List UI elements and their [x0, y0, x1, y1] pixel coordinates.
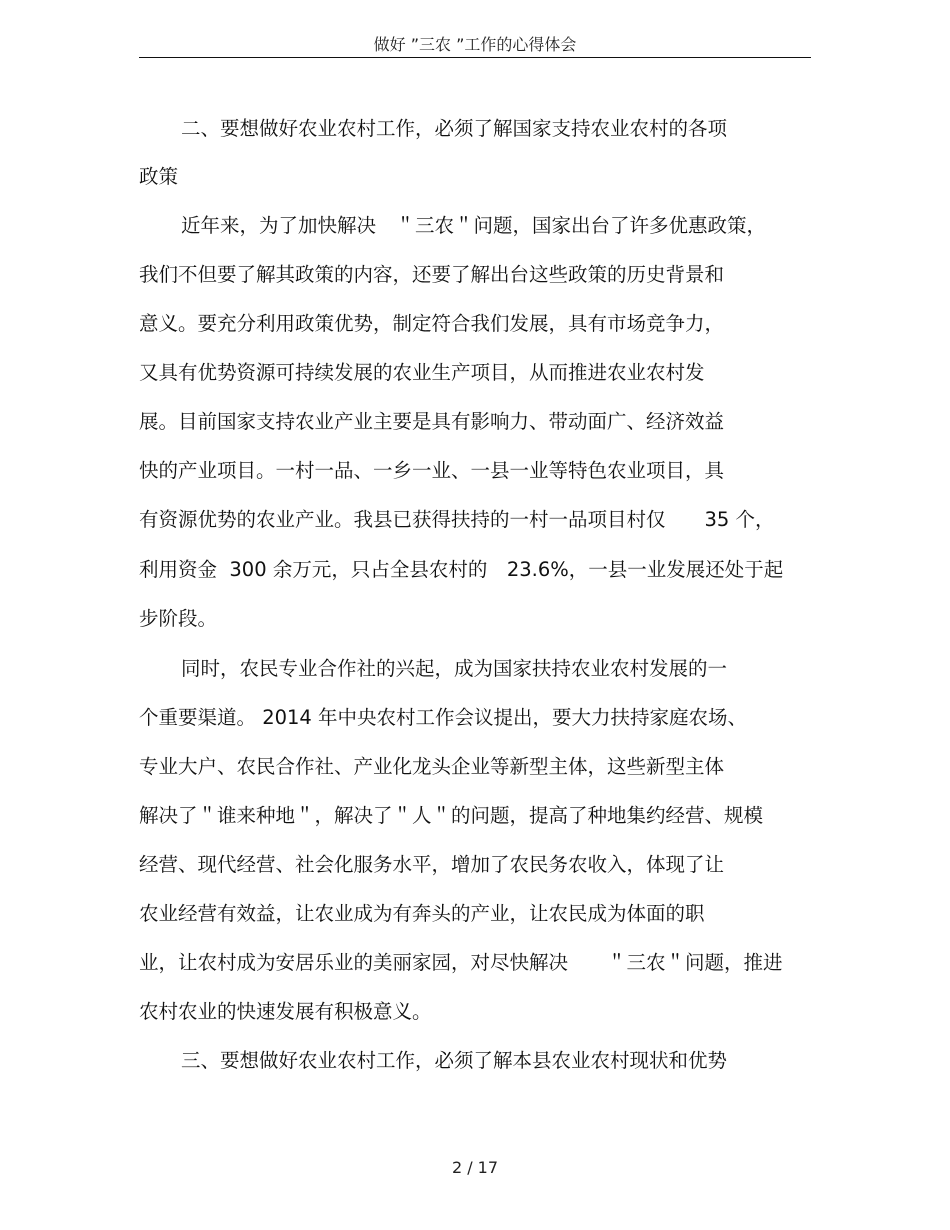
section-heading-2-line-1: 二、要想做好农业农村工作，必须了解国家支持农业农村的各项: [181, 117, 728, 140]
section-heading-2-line-2: 政策: [139, 165, 179, 188]
paragraph-line: 农村农业的快速发展有积极意义。: [139, 1000, 432, 1023]
section-heading-3: 三、要想做好农业农村工作，必须了解本县农业农村现状和优势: [181, 1049, 728, 1072]
paragraph-line: 利用资金 300 余万元，只占全县农村的 23.6%，一县一业发展还处于起: [139, 558, 784, 581]
paragraph-line: 展。目前国家支持农业产业主要是具有影响力、带动面广、经济效益: [139, 410, 725, 433]
paragraph-line: 有资源优势的农业产业。我县已获得扶持的一村一品项目村仅 35 个，: [139, 508, 775, 531]
paragraph-line: 近年来，为了加快解决 ＂三农＂问题，国家出台了许多优惠政策，: [181, 214, 767, 237]
page-number: 2 / 17: [451, 1158, 499, 1177]
paragraph-line: 步阶段。: [139, 607, 218, 630]
paragraph-line: 个重要渠道。 2014 年中央农村工作会议提出，要大力扶持家庭农场、: [139, 706, 748, 729]
header-divider: [139, 57, 811, 58]
paragraph-line: 又具有优势资源可持续发展的农业生产项目，从而推进农业农村发: [139, 361, 705, 384]
paragraph-line: 意义。要充分利用政策优势，制定符合我们发展，具有市场竞争力，: [139, 312, 725, 335]
paragraph-line: 快的产业项目。一村一品、一乡一业、一县一业等特色农业项目，具: [139, 459, 725, 482]
paragraph-line: 专业大户、农民合作社、产业化龙头企业等新型主体，这些新型主体: [139, 755, 725, 778]
paragraph-line: 解决了＂谁来种地＂，解决了＂人＂的问题，提高了种地集约经营、规模: [139, 804, 764, 827]
paragraph-line: 业，让农村成为安居乐业的美丽家园，对尽快解决 ＂三农＂问题，推进: [139, 951, 783, 974]
paragraph-line: 经营、现代经营、社会化服务水平，增加了农民务农收入，体现了让: [139, 853, 725, 876]
running-header-title: 做好 ”三农 ”工作的心得体会: [373, 35, 577, 54]
paragraph-line: 农业经营有效益，让农业成为有奔头的产业，让农民成为体面的职: [139, 902, 705, 925]
paragraph-line: 我们不但要了解其政策的内容，还要了解出台这些政策的历史背景和: [139, 263, 725, 286]
paragraph-line: 同时，农民专业合作社的兴起，成为国家扶持农业农村发展的一: [181, 657, 728, 680]
